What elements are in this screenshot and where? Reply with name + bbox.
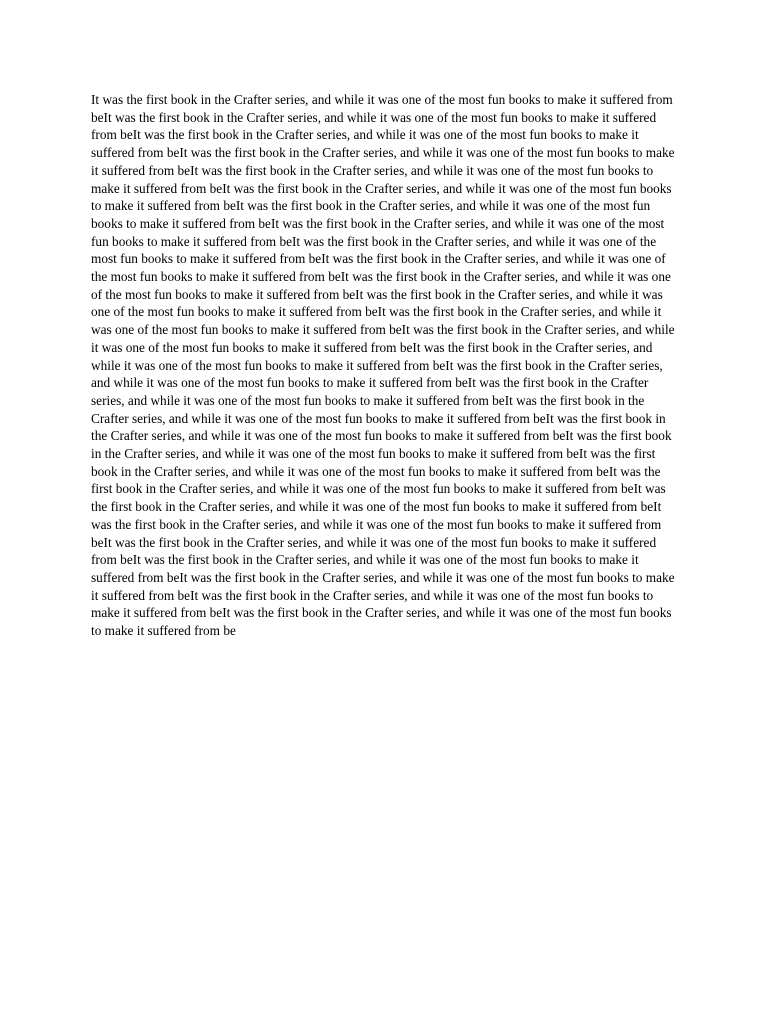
body-paragraph: It was the first book in the Crafter series, and while it was one of the most fun books to make it suffered from beIt was the first book in the Crafter series, and while it was one of the most fun books to make it suffered from beIt was the first book in the Crafter series, and while it was one of the most fun books to make it suffered from beIt was the first book in the Crafter series, and while it was one of the most fun books to make it suffered from beIt was the first book in the Crafter series, and while it was one of the most fun books to make it suffered from beIt was the first book in the Crafter series, and while it was one of the most fun books to make it suffered from beIt was the first book in the Crafter series, and while it was one of the most fun books to make it suffered from beIt was the first book in the Crafter series, and while it was one of the most fun books to make it suffered from beIt was the first book in the Crafter series, and while it was one of the most fun books to make it suffered from beIt was the first book in the Crafter series, and while it was one of the most fun books to make it suffered from beIt was the first book in the Crafter series, and while it was one of the most fun books to make it suffered from beIt was the first book in the Crafter series, and while it was one of the most fun books to make it suffered from beIt was the first book in the Crafter series, and while it was one of the most fun books to make it suffered from beIt was the first book in the Crafter series, and while it was one of the most fun books to make it suffered from beIt was the first book in the Crafter series, and while it was one of the most fun books to make it suffered from beIt was the first book in the Crafter series, and while it was one of the most fun books to make it suffered from beIt was the first book in the Crafter series, and while it was one of the most fun books to make it suffered from beIt was the first book in the Crafter series, and while it was one of the most fun books to make it suffered from beIt was the first book in the Crafter series, and while it was one of the most fun books to make it suffered from beIt was the first book in the Crafter series, and while it was one of the most fun books to make it suffered from beIt was the first book in the Crafter series, and while it was one of the most fun books to make it suffered from beIt was the first book in the Crafter series, and while it was one of the most fun books to make it suffered from beIt was the first book in the Crafter series, and while it was one of the most fun books to make it suffered from beIt was the first book in the Crafter series, and while it was one of the most fun books to make it suffered from beIt was the first book in the Crafter series, and while it was one of the most fun books to make it suffered from beIt was the first book in the Crafter series, and while it was one of the most fun books to make it suffered from beIt was the first book in the Crafter series, and while it was one of the most fun books to make it suffered from beIt was the first book in the Crafter series, and while it was one of the most fun books to make it suffered from beIt was the first book in the Crafter series, and while it was one of the most fun books to make it suffered from be <box>91 92 675 639</box>
